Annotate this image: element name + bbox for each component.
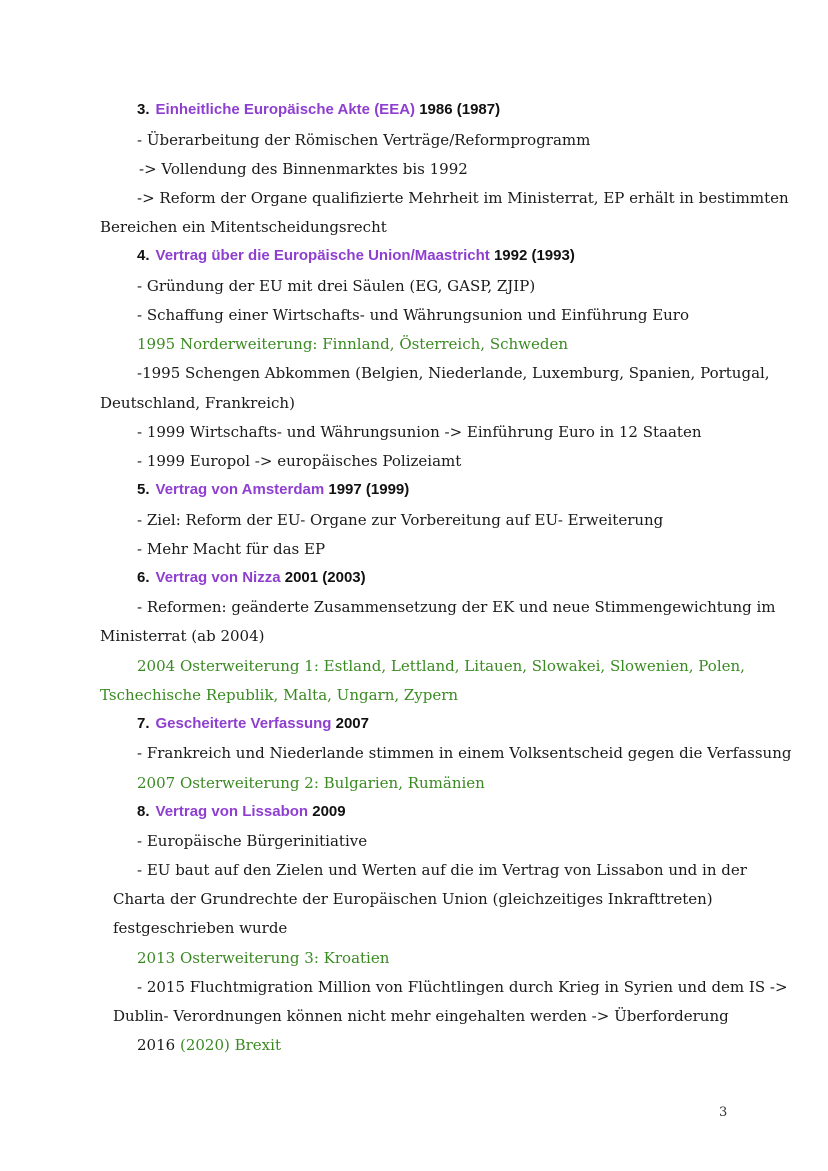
text-line: - Reformen: geänderte Zusammensetzung der EK und neue Stimmengewichtung im bbox=[137, 598, 776, 616]
text-line: - 1999 Europol -> europäisches Polizeiamt bbox=[137, 452, 462, 470]
section-number: 4. bbox=[137, 247, 150, 264]
text-line: Dublin- Verordnungen können nicht mehr eingehalten werden -> Überforderung bbox=[113, 1007, 729, 1025]
text-line: -1995 Schengen Abkommen (Belgien, Niederlande, Luxemburg, Spanien, Portugal, bbox=[137, 364, 770, 382]
section-title: Vertrag über die Europäische Union/Maastricht bbox=[155, 247, 490, 264]
text-line: Ministerrat (ab 2004) bbox=[100, 627, 265, 645]
brexit-label: (2020) Brexit bbox=[179, 1036, 281, 1054]
text-line: - Überarbeitung der Römischen Verträge/Reformprogramm bbox=[137, 131, 591, 149]
section-dates: 2001 (2003) bbox=[284, 569, 366, 586]
section-dates: 1997 (1999) bbox=[328, 481, 410, 498]
section-heading-6 bbox=[137, 568, 366, 588]
section-heading-7 bbox=[137, 714, 369, 734]
section-dates: 2007 bbox=[335, 715, 369, 732]
text-line: -> Reform der Organe qualifizierte Mehrheit im Ministerrat, EP erhält in bestimmten bbox=[137, 189, 789, 207]
section-title: Vertrag von Amsterdam bbox=[155, 481, 325, 498]
section-heading-3 bbox=[137, 100, 500, 120]
enlargement-line: 2007 Osterweiterung 2: Bulgarien, Rumänien bbox=[137, 774, 485, 792]
text-line: Charta der Grundrechte der Europäischen Union (gleichzeitiges Inkrafttreten) bbox=[113, 890, 713, 908]
section-dates: 1992 (1993) bbox=[493, 247, 575, 264]
section-title: Vertrag von Nizza bbox=[155, 569, 281, 586]
text-line: - Frankreich und Niederlande stimmen in einem Volksentscheid gegen die Verfassung bbox=[137, 744, 792, 762]
text-line: festgeschrieben wurde bbox=[113, 919, 288, 937]
section-number: 7. bbox=[137, 715, 150, 732]
text-line: - 2015 Fluchtmigration Million von Flüchtlingen durch Krieg in Syrien und dem IS -> bbox=[137, 978, 788, 996]
text-line: -> Vollendung des Binnenmarktes bis 1992 bbox=[139, 160, 468, 178]
enlargement-line: 2004 Osterweiterung 1: Estland, Lettland, Litauen, Slowakei, Slowenien, Polen, bbox=[137, 657, 745, 675]
text-line: - Schaffung einer Wirtschafts- und Währungsunion und Einführung Euro bbox=[137, 306, 690, 324]
section-title: Einheitliche Europäische Akte (EEA) bbox=[155, 101, 416, 118]
text-line: - Gründung der EU mit drei Säulen (EG, GASP, ZJIP) bbox=[137, 277, 536, 295]
text-line: - 1999 Wirtschafts- und Währungsunion -> Einführung Euro in 12 Staaten bbox=[137, 423, 702, 441]
text-line: Bereichen ein Mitentscheidungsrecht bbox=[100, 218, 387, 236]
text-line: - Mehr Macht für das EP bbox=[137, 540, 326, 558]
text-line: - Europäische Bürgerinitiative bbox=[137, 832, 368, 850]
section-heading-8 bbox=[137, 802, 346, 822]
enlargement-line: 1995 Norderweiterung: Finnland, Österreich, Schweden bbox=[137, 335, 569, 353]
section-dates: 1986 (1987) bbox=[419, 101, 501, 118]
brexit-year: 2016 bbox=[137, 1036, 176, 1054]
text-line: - EU baut auf den Zielen und Werten auf die im Vertrag von Lissabon und in der bbox=[137, 861, 747, 879]
section-title: Gescheiterte Verfassung bbox=[155, 715, 332, 732]
section-number: 3. bbox=[137, 101, 150, 118]
section-heading-5 bbox=[137, 480, 409, 500]
text-line: - Ziel: Reform der EU- Organe zur Vorbereitung auf EU- Erweiterung bbox=[137, 511, 664, 529]
section-number: 8. bbox=[137, 803, 150, 820]
enlargement-line: Tschechische Republik, Malta, Ungarn, Zypern bbox=[100, 686, 459, 704]
section-number: 6. bbox=[137, 569, 150, 586]
page-number: 3 bbox=[719, 1105, 728, 1120]
brexit-line bbox=[137, 1035, 281, 1055]
section-heading-4 bbox=[137, 246, 575, 266]
text-line: Deutschland, Frankreich) bbox=[100, 394, 295, 412]
section-number: 5. bbox=[137, 481, 150, 498]
section-title: Vertrag von Lissabon bbox=[155, 803, 309, 820]
section-dates: 2009 bbox=[312, 803, 346, 820]
enlargement-line: 2013 Osterweiterung 3: Kroatien bbox=[137, 949, 390, 967]
